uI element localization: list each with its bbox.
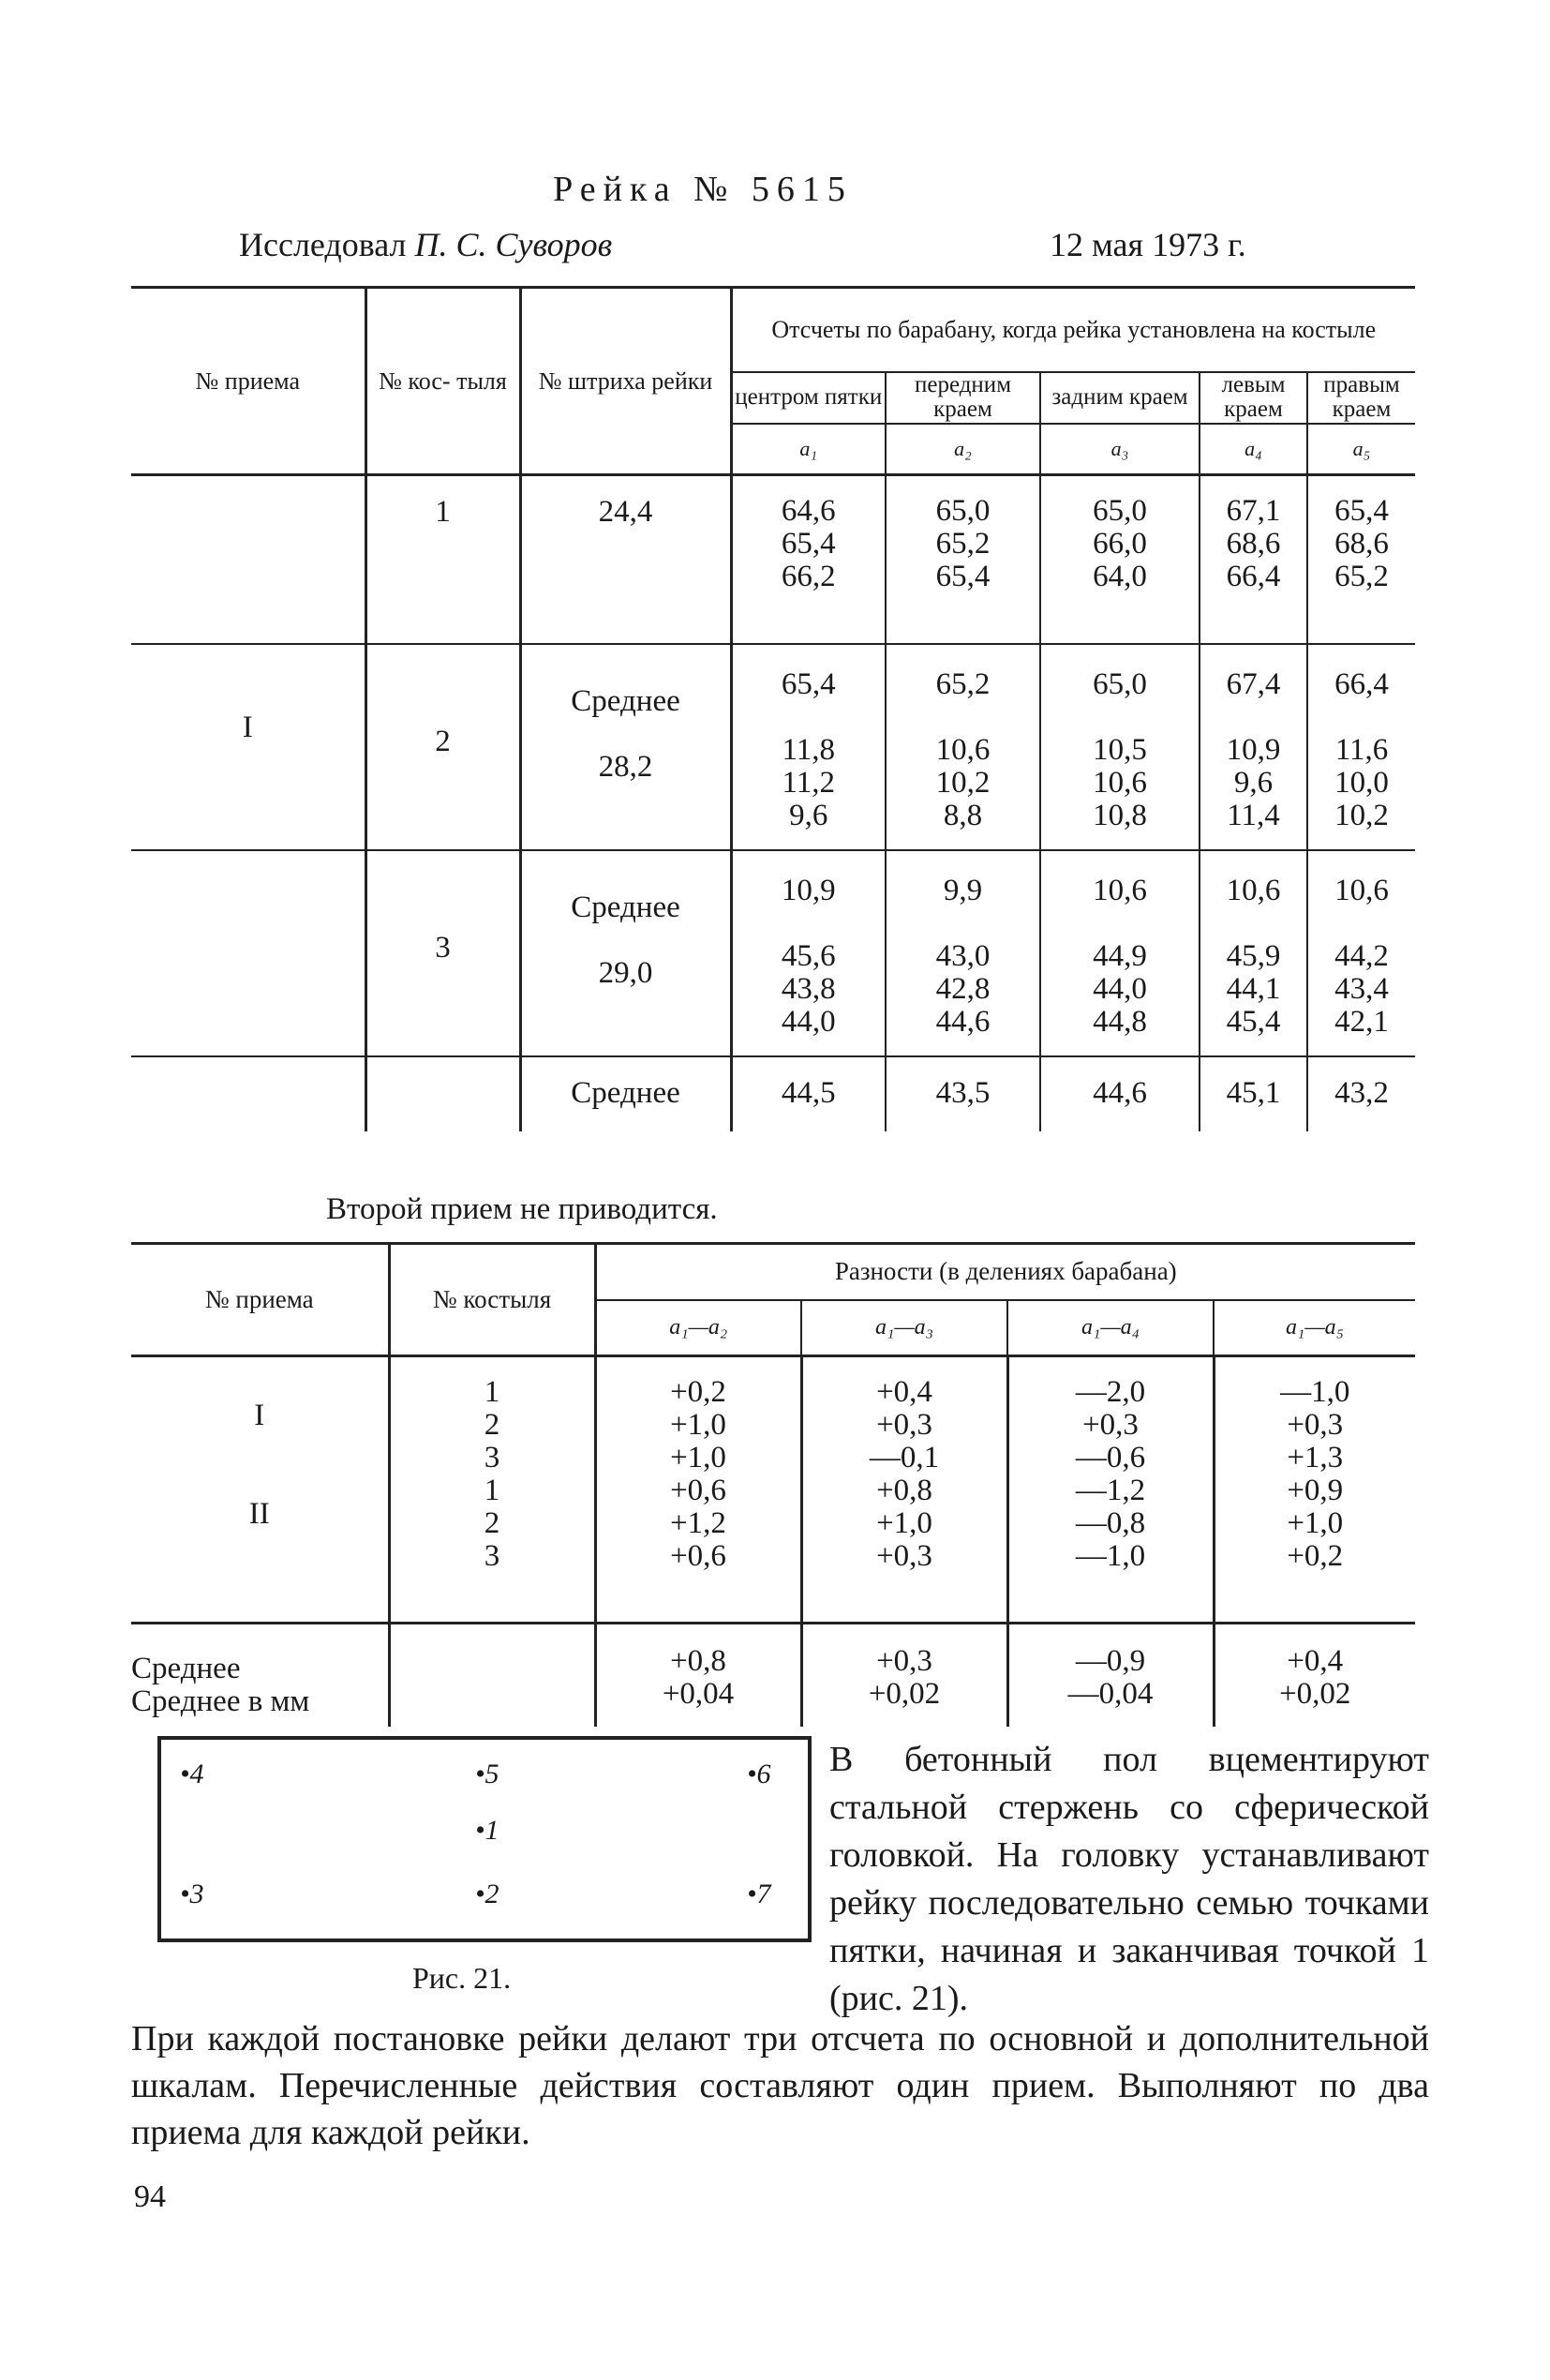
researcher-name: П. С. Суворов — [414, 226, 613, 263]
mean-label-2: Среднее — [571, 890, 680, 924]
point-5: •5 — [475, 1759, 499, 1789]
t2-mean-label: Среднее — [131, 1652, 241, 1686]
empty-cell — [131, 1056, 365, 1131]
mean-readings-g1-c1: 65,2 10,6 10,2 8,8 — [886, 644, 1040, 850]
stroke-2-cell — [520, 644, 731, 850]
t2-crutches: 1 2 3 1 2 3 — [389, 1356, 595, 1624]
readings-g1-c3: 67,1 68,6 66,4 — [1200, 475, 1307, 644]
crutch-1: 1 — [365, 475, 520, 644]
subheader-0: центром пятки — [731, 372, 886, 424]
symbol-a4: a₄ — [1200, 424, 1307, 475]
header-crutch: № кос- тыля — [365, 288, 520, 475]
crutch-3: 3 — [365, 850, 520, 1056]
mean-g3-c1: 43,5 — [886, 1056, 1040, 1131]
reception-1: I — [131, 644, 365, 850]
readings-g1-c0: 64,6 65,4 66,2 — [731, 475, 886, 644]
researcher-line — [239, 225, 612, 264]
mean-readings-g1-c4: 66,4 11,6 10,0 10,2 — [1307, 644, 1415, 850]
t2-mean-labels — [131, 1624, 389, 1727]
stroke-2: 28,2 — [598, 749, 653, 784]
subheader-1: передним краем — [886, 372, 1040, 424]
t2-header-crutch: № костыля — [389, 1244, 595, 1356]
mean-readings-g2-c0: 10,9 45,6 43,8 44,0 — [731, 850, 886, 1056]
t2-mean-col-1: +0,3 +0,02 — [801, 1624, 1007, 1727]
header-reception: № приема — [131, 288, 365, 475]
researcher-label: Исследовал — [239, 226, 407, 263]
date: 12 мая 1973 г. — [1050, 226, 1246, 263]
mean-readings-g1-c2: 65,0 10,5 10,6 10,8 — [1040, 644, 1200, 850]
reception-cell-bottom — [131, 850, 365, 1056]
point-6: •6 — [747, 1759, 771, 1789]
empty-cell — [365, 1056, 520, 1131]
mean-g3-c2: 44,6 — [1040, 1056, 1200, 1131]
t2-header-reception: № приема — [131, 1244, 389, 1356]
t2-receptions: I II — [131, 1356, 389, 1624]
readings-table — [131, 286, 1415, 1131]
point-4: •4 — [180, 1759, 204, 1789]
point-2: •2 — [475, 1879, 499, 1909]
header-readings: Отсчеты по барабану, когда рейка установлена на костыле — [731, 288, 1415, 372]
differences-table — [131, 1242, 1415, 1727]
stroke-1: 24,4 — [520, 475, 731, 644]
paragraph-full: При каждой постановке рейки делают три отсчета по основной и дополнительной шкалам. Перечисленные действия составляют один прием. Выполняют по два приема для каждой рейки. — [131, 2019, 1429, 2152]
symbol-a1: a₁ — [731, 424, 886, 475]
subheader-3: левым краем — [1200, 372, 1307, 424]
figure-heel-points — [157, 1736, 812, 1942]
mean-readings-g2-c4: 10,6 44,2 43,4 42,1 — [1307, 850, 1415, 1056]
reception-cell-top — [131, 475, 365, 644]
t2-header-diff: Разности (в делениях барабана) — [595, 1244, 1415, 1300]
paragraph-right: В бетонный пол вцементируют стальной стержень со сферической головкой. На головку устанавливают рейку последовательно семью точками пятки, начиная и заканчивая точкой 1 (рис. 21). — [829, 1740, 1429, 2018]
t2-mean-col-2: —0,9 —0,04 — [1007, 1624, 1214, 1727]
mean-g3-c3: 45,1 — [1200, 1056, 1307, 1131]
symbol-a5: a₅ — [1307, 424, 1415, 475]
mean-g3-c4: 43,2 — [1307, 1056, 1415, 1131]
t2-diff-col-3: —1,0 +0,3 +1,3 +0,9 +1,0 +0,2 — [1214, 1356, 1415, 1624]
mean-readings-g1-c0: 65,4 11,8 11,2 9,6 — [731, 644, 886, 850]
t2-symbol-1: a₁—a₃ — [801, 1300, 1007, 1356]
t2-diff-col-0: +0,2 +1,0 +1,0 +0,6 +1,2 +0,6 — [595, 1356, 801, 1624]
point-7: •7 — [747, 1879, 771, 1909]
point-1: •1 — [475, 1815, 499, 1846]
mean-readings-g2-c2: 10,6 44,9 44,0 44,8 — [1040, 850, 1200, 1056]
crutch-2: 2 — [365, 644, 520, 850]
t2-diff-col-1: +0,4 +0,3 —0,1 +0,8 +1,0 +0,3 — [801, 1356, 1007, 1624]
symbol-a2: a₂ — [886, 424, 1040, 475]
stroke-3-cell — [520, 850, 731, 1056]
stroke-3: 29,0 — [598, 955, 653, 990]
t2-symbol-3: a₁—a₅ — [1214, 1300, 1415, 1356]
mean-g3-c0: 44,5 — [731, 1056, 886, 1131]
t2-diff-col-2: —2,0 +0,3 —0,6 —1,2 —0,8 —1,0 — [1007, 1356, 1214, 1624]
subheader-4: правым краем — [1307, 372, 1415, 424]
point-3: •3 — [180, 1879, 204, 1909]
mean-label-3: Среднее — [520, 1056, 731, 1131]
header-stroke: № штриха рейки — [520, 288, 731, 475]
readings-g1-c4: 65,4 68,6 65,2 — [1307, 475, 1415, 644]
empty-cell — [389, 1624, 595, 1727]
mean-readings-g1-c3: 67,4 10,9 9,6 11,4 — [1200, 644, 1307, 850]
t2-mean-mm-label: Среднее в мм — [131, 1684, 310, 1719]
mean-label-1: Среднее — [571, 683, 680, 718]
symbol-a3: a₃ — [1040, 424, 1200, 475]
t2-mean-col-0: +0,8 +0,04 — [595, 1624, 801, 1727]
t2-symbol-2: a₁—a₄ — [1007, 1300, 1214, 1356]
figure-caption: Рис. 21. — [412, 1961, 512, 1995]
readings-g1-c2: 65,0 66,0 64,0 — [1040, 475, 1200, 644]
mean-readings-g2-c1: 9,9 43,0 42,8 44,6 — [886, 850, 1040, 1056]
t2-symbol-0: a₁—a₂ — [595, 1300, 801, 1356]
readings-g1-c1: 65,0 65,2 65,4 — [886, 475, 1040, 644]
mean-readings-g2-c3: 10,6 45,9 44,1 45,4 — [1200, 850, 1307, 1056]
note-text: Второй прием не приводится. — [326, 1192, 718, 1226]
page-title: Рейка № 5615 — [553, 170, 853, 209]
subheader-2: задним краем — [1040, 372, 1200, 424]
t2-mean-col-3: +0,4 +0,02 — [1214, 1624, 1415, 1727]
page-number: 94 — [134, 2179, 166, 2214]
